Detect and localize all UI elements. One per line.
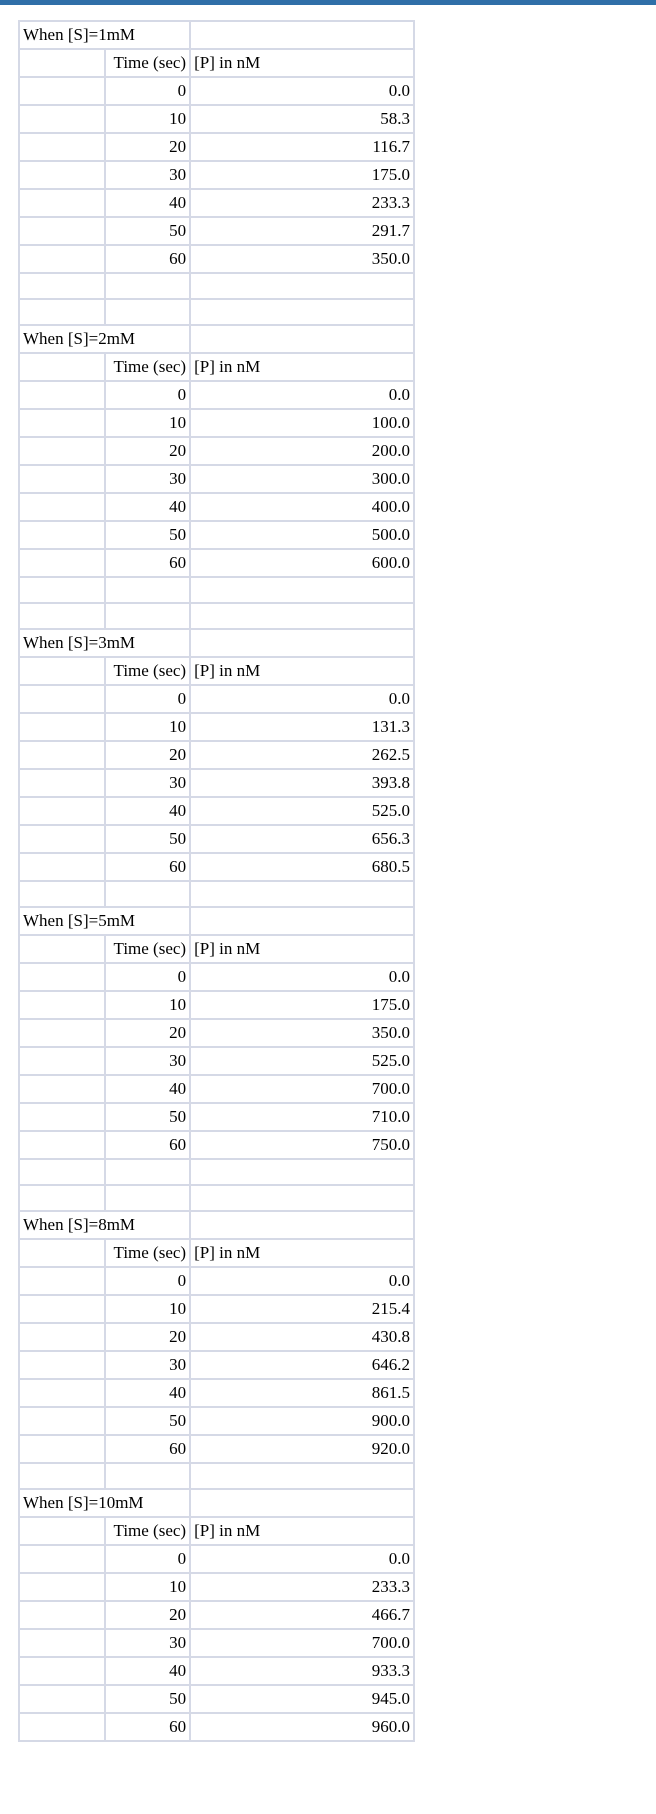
product-value-cell[interactable]: 466.7 — [190, 1601, 414, 1629]
empty-cell[interactable] — [19, 1657, 105, 1685]
empty-cell[interactable] — [19, 769, 105, 797]
product-header-cell[interactable]: [P] in nM — [190, 49, 414, 77]
column-header-row — [19, 1239, 414, 1267]
table-row — [19, 1685, 414, 1713]
product-value-cell[interactable]: 0.0 — [190, 685, 414, 713]
time-value-cell[interactable]: 20 — [105, 133, 191, 161]
product-value-cell[interactable]: 710.0 — [190, 1103, 414, 1131]
product-value-cell[interactable]: 680.5 — [190, 853, 414, 881]
product-value-cell[interactable]: 0.0 — [190, 1545, 414, 1573]
product-value-cell[interactable]: 525.0 — [190, 797, 414, 825]
table-row — [19, 437, 414, 465]
product-value-cell[interactable]: 900.0 — [190, 1407, 414, 1435]
empty-cell[interactable] — [19, 437, 105, 465]
table-row — [19, 381, 414, 409]
empty-cell[interactable] — [190, 1159, 414, 1185]
table-row — [19, 1131, 414, 1159]
product-header-cell[interactable]: [P] in nM — [190, 1517, 414, 1545]
table-row — [19, 1323, 414, 1351]
product-value-cell[interactable]: 116.7 — [190, 133, 414, 161]
table-row — [19, 1351, 414, 1379]
empty-cell[interactable] — [19, 1545, 105, 1573]
empty-cell[interactable] — [19, 353, 105, 381]
time-value-cell[interactable]: 30 — [105, 769, 191, 797]
empty-cell[interactable] — [19, 1379, 105, 1407]
empty-cell[interactable] — [190, 629, 414, 657]
table-row — [19, 1573, 414, 1601]
time-header-cell[interactable]: Time (sec) — [105, 353, 191, 381]
empty-cell[interactable] — [19, 1407, 105, 1435]
time-value-cell[interactable]: 10 — [105, 1295, 191, 1323]
product-header-cell[interactable]: [P] in nM — [190, 353, 414, 381]
empty-cell[interactable] — [19, 741, 105, 769]
blank-row — [19, 1185, 414, 1211]
table-row — [19, 1047, 414, 1075]
product-value-cell[interactable]: 291.7 — [190, 217, 414, 245]
empty-cell[interactable] — [19, 963, 105, 991]
section-title-row — [19, 907, 414, 935]
blank-row — [19, 273, 414, 299]
time-header-cell[interactable]: Time (sec) — [105, 935, 191, 963]
blank-row — [19, 881, 414, 907]
empty-cell[interactable] — [105, 1185, 191, 1211]
product-value-cell[interactable]: 700.0 — [190, 1629, 414, 1657]
product-value-cell[interactable]: 0.0 — [190, 381, 414, 409]
time-value-cell[interactable]: 40 — [105, 797, 191, 825]
empty-cell[interactable] — [19, 217, 105, 245]
time-value-cell[interactable]: 20 — [105, 437, 191, 465]
empty-cell[interactable] — [105, 299, 191, 325]
empty-cell[interactable] — [190, 299, 414, 325]
kinetics-data-table — [18, 20, 415, 1742]
empty-cell[interactable] — [105, 577, 191, 603]
empty-cell[interactable] — [190, 603, 414, 629]
table-row — [19, 1103, 414, 1131]
empty-cell[interactable] — [190, 881, 414, 907]
product-value-cell[interactable]: 350.0 — [190, 245, 414, 273]
empty-cell[interactable] — [19, 493, 105, 521]
time-value-cell[interactable]: 0 — [105, 963, 191, 991]
column-header-row — [19, 657, 414, 685]
empty-cell[interactable] — [19, 1075, 105, 1103]
product-value-cell[interactable]: 400.0 — [190, 493, 414, 521]
time-value-cell[interactable]: 50 — [105, 1407, 191, 1435]
time-value-cell[interactable]: 60 — [105, 1713, 191, 1741]
section-title-cell[interactable]: When [S]=3mM — [19, 629, 190, 657]
time-value-cell[interactable]: 0 — [105, 1545, 191, 1573]
empty-cell[interactable] — [19, 521, 105, 549]
section-title-cell[interactable]: When [S]=5mM — [19, 907, 190, 935]
section-title-cell[interactable]: When [S]=10mM — [19, 1489, 190, 1517]
empty-cell[interactable] — [19, 133, 105, 161]
empty-cell[interactable] — [19, 935, 105, 963]
blank-row — [19, 299, 414, 325]
product-value-cell[interactable]: 945.0 — [190, 1685, 414, 1713]
empty-cell[interactable] — [190, 325, 414, 353]
time-value-cell[interactable]: 10 — [105, 713, 191, 741]
empty-cell[interactable] — [19, 1351, 105, 1379]
product-value-cell[interactable]: 933.3 — [190, 1657, 414, 1685]
empty-cell[interactable] — [105, 1463, 191, 1489]
time-value-cell[interactable]: 50 — [105, 1103, 191, 1131]
time-value-cell[interactable]: 10 — [105, 991, 191, 1019]
empty-cell[interactable] — [19, 1629, 105, 1657]
empty-cell[interactable] — [190, 1211, 414, 1239]
empty-cell[interactable] — [19, 1047, 105, 1075]
time-value-cell[interactable]: 40 — [105, 189, 191, 217]
empty-cell[interactable] — [19, 1267, 105, 1295]
product-value-cell[interactable]: 393.8 — [190, 769, 414, 797]
time-value-cell[interactable]: 40 — [105, 493, 191, 521]
section-title-row — [19, 325, 414, 353]
empty-cell[interactable] — [19, 991, 105, 1019]
table-row — [19, 1629, 414, 1657]
table-row — [19, 1435, 414, 1463]
time-value-cell[interactable]: 20 — [105, 1601, 191, 1629]
blank-row — [19, 1159, 414, 1185]
time-value-cell[interactable]: 20 — [105, 1323, 191, 1351]
table-row — [19, 217, 414, 245]
empty-cell[interactable] — [19, 465, 105, 493]
table-row — [19, 1075, 414, 1103]
product-value-cell[interactable]: 500.0 — [190, 521, 414, 549]
time-value-cell[interactable]: 50 — [105, 1685, 191, 1713]
section-title-row — [19, 1211, 414, 1239]
time-value-cell[interactable]: 60 — [105, 1435, 191, 1463]
product-value-cell[interactable]: 600.0 — [190, 549, 414, 577]
product-value-cell[interactable]: 525.0 — [190, 1047, 414, 1075]
empty-cell[interactable] — [19, 1435, 105, 1463]
empty-cell[interactable] — [19, 797, 105, 825]
empty-cell[interactable] — [105, 273, 191, 299]
empty-cell[interactable] — [19, 713, 105, 741]
empty-cell[interactable] — [19, 1323, 105, 1351]
time-header-cell[interactable]: Time (sec) — [105, 49, 191, 77]
empty-cell[interactable] — [105, 603, 191, 629]
product-value-cell[interactable]: 700.0 — [190, 1075, 414, 1103]
column-header-row — [19, 49, 414, 77]
product-value-cell[interactable]: 200.0 — [190, 437, 414, 465]
time-value-cell[interactable]: 20 — [105, 1019, 191, 1047]
time-value-cell[interactable]: 20 — [105, 741, 191, 769]
time-value-cell[interactable]: 30 — [105, 1047, 191, 1075]
time-header-cell[interactable]: Time (sec) — [105, 657, 191, 685]
time-value-cell[interactable]: 40 — [105, 1075, 191, 1103]
time-value-cell[interactable]: 50 — [105, 521, 191, 549]
table-row — [19, 161, 414, 189]
product-value-cell[interactable]: 750.0 — [190, 1131, 414, 1159]
empty-cell[interactable] — [19, 381, 105, 409]
table-row — [19, 1657, 414, 1685]
time-value-cell[interactable]: 40 — [105, 1657, 191, 1685]
empty-cell[interactable] — [19, 245, 105, 273]
empty-cell[interactable] — [19, 1019, 105, 1047]
time-value-cell[interactable]: 60 — [105, 1131, 191, 1159]
table-row — [19, 741, 414, 769]
product-value-cell[interactable]: 430.8 — [190, 1323, 414, 1351]
table-row — [19, 1713, 414, 1741]
empty-cell[interactable] — [19, 1713, 105, 1741]
table-row — [19, 189, 414, 217]
empty-cell[interactable] — [19, 1295, 105, 1323]
empty-cell[interactable] — [190, 21, 414, 49]
table-row — [19, 409, 414, 437]
empty-cell[interactable] — [190, 577, 414, 603]
empty-cell[interactable] — [19, 1463, 105, 1489]
empty-cell[interactable] — [19, 77, 105, 105]
empty-cell[interactable] — [190, 1185, 414, 1211]
empty-cell[interactable] — [19, 1131, 105, 1159]
table-row — [19, 797, 414, 825]
column-header-row — [19, 353, 414, 381]
product-value-cell[interactable]: 0.0 — [190, 963, 414, 991]
product-header-cell[interactable]: [P] in nM — [190, 935, 414, 963]
empty-cell[interactable] — [19, 577, 105, 603]
product-value-cell[interactable]: 861.5 — [190, 1379, 414, 1407]
top-accent-bar — [0, 0, 656, 5]
empty-cell[interactable] — [19, 603, 105, 629]
table-row — [19, 963, 414, 991]
time-value-cell[interactable]: 30 — [105, 161, 191, 189]
time-value-cell[interactable]: 60 — [105, 245, 191, 273]
table-body — [19, 21, 414, 1741]
table-row — [19, 1407, 414, 1435]
product-value-cell[interactable]: 175.0 — [190, 991, 414, 1019]
empty-cell[interactable] — [19, 161, 105, 189]
empty-cell[interactable] — [19, 853, 105, 881]
section-title-row — [19, 629, 414, 657]
empty-cell[interactable] — [19, 273, 105, 299]
time-value-cell[interactable]: 60 — [105, 853, 191, 881]
empty-cell[interactable] — [19, 685, 105, 713]
empty-cell[interactable] — [19, 409, 105, 437]
time-value-cell[interactable]: 0 — [105, 1267, 191, 1295]
empty-cell[interactable] — [19, 657, 105, 685]
product-header-cell[interactable]: [P] in nM — [190, 1239, 414, 1267]
product-value-cell[interactable]: 131.3 — [190, 713, 414, 741]
table-row — [19, 1267, 414, 1295]
product-value-cell[interactable]: 100.0 — [190, 409, 414, 437]
table-row — [19, 1019, 414, 1047]
table-row — [19, 713, 414, 741]
time-value-cell[interactable]: 40 — [105, 1379, 191, 1407]
blank-row — [19, 577, 414, 603]
empty-cell[interactable] — [105, 1159, 191, 1185]
product-value-cell[interactable]: 656.3 — [190, 825, 414, 853]
time-value-cell[interactable]: 0 — [105, 685, 191, 713]
product-value-cell[interactable]: 920.0 — [190, 1435, 414, 1463]
product-value-cell[interactable]: 960.0 — [190, 1713, 414, 1741]
empty-cell[interactable] — [19, 1185, 105, 1211]
time-value-cell[interactable]: 30 — [105, 1629, 191, 1657]
time-value-cell[interactable]: 50 — [105, 825, 191, 853]
table-row — [19, 1545, 414, 1573]
empty-cell[interactable] — [19, 549, 105, 577]
empty-cell[interactable] — [19, 105, 105, 133]
time-value-cell[interactable]: 60 — [105, 549, 191, 577]
section-title-cell[interactable]: When [S]=8mM — [19, 1211, 190, 1239]
table-row — [19, 105, 414, 133]
empty-cell[interactable] — [190, 907, 414, 935]
table-row — [19, 991, 414, 1019]
empty-cell[interactable] — [19, 49, 105, 77]
section-title-row — [19, 21, 414, 49]
table-row — [19, 769, 414, 797]
table-row — [19, 825, 414, 853]
table-row — [19, 1379, 414, 1407]
table-row — [19, 853, 414, 881]
empty-cell[interactable] — [19, 881, 105, 907]
table-row — [19, 245, 414, 273]
section-title-cell[interactable]: When [S]=1mM — [19, 21, 190, 49]
empty-cell[interactable] — [190, 273, 414, 299]
table-row — [19, 685, 414, 713]
time-header-cell[interactable]: Time (sec) — [105, 1239, 191, 1267]
table-row — [19, 1295, 414, 1323]
empty-cell[interactable] — [190, 1489, 414, 1517]
product-value-cell[interactable]: 233.3 — [190, 189, 414, 217]
product-value-cell[interactable]: 0.0 — [190, 77, 414, 105]
time-value-cell[interactable]: 30 — [105, 465, 191, 493]
empty-cell[interactable] — [19, 1573, 105, 1601]
time-value-cell[interactable]: 10 — [105, 409, 191, 437]
product-value-cell[interactable]: 175.0 — [190, 161, 414, 189]
time-header-cell[interactable]: Time (sec) — [105, 1517, 191, 1545]
table-row — [19, 521, 414, 549]
time-value-cell[interactable]: 0 — [105, 381, 191, 409]
empty-cell[interactable] — [19, 299, 105, 325]
empty-cell[interactable] — [105, 881, 191, 907]
product-value-cell[interactable]: 262.5 — [190, 741, 414, 769]
empty-cell[interactable] — [19, 1685, 105, 1713]
time-value-cell[interactable]: 0 — [105, 77, 191, 105]
table-row — [19, 549, 414, 577]
product-value-cell[interactable]: 646.2 — [190, 1351, 414, 1379]
empty-cell[interactable] — [190, 1463, 414, 1489]
empty-cell[interactable] — [19, 1601, 105, 1629]
empty-cell[interactable] — [19, 1517, 105, 1545]
product-value-cell[interactable]: 58.3 — [190, 105, 414, 133]
column-header-row — [19, 1517, 414, 1545]
product-value-cell[interactable]: 300.0 — [190, 465, 414, 493]
empty-cell[interactable] — [19, 1239, 105, 1267]
time-value-cell[interactable]: 10 — [105, 105, 191, 133]
section-title-cell[interactable]: When [S]=2mM — [19, 325, 190, 353]
empty-cell[interactable] — [19, 1103, 105, 1131]
product-header-cell[interactable]: [P] in nM — [190, 657, 414, 685]
table-row — [19, 77, 414, 105]
table-row — [19, 493, 414, 521]
section-title-row — [19, 1489, 414, 1517]
time-value-cell[interactable]: 10 — [105, 1573, 191, 1601]
empty-cell[interactable] — [19, 825, 105, 853]
blank-row — [19, 1463, 414, 1489]
time-value-cell[interactable]: 50 — [105, 217, 191, 245]
product-value-cell[interactable]: 0.0 — [190, 1267, 414, 1295]
empty-cell[interactable] — [19, 189, 105, 217]
product-value-cell[interactable]: 233.3 — [190, 1573, 414, 1601]
product-value-cell[interactable]: 215.4 — [190, 1295, 414, 1323]
product-value-cell[interactable]: 350.0 — [190, 1019, 414, 1047]
table-row — [19, 133, 414, 161]
blank-row — [19, 603, 414, 629]
empty-cell[interactable] — [19, 1159, 105, 1185]
column-header-row — [19, 935, 414, 963]
table-row — [19, 465, 414, 493]
time-value-cell[interactable]: 30 — [105, 1351, 191, 1379]
table-row — [19, 1601, 414, 1629]
